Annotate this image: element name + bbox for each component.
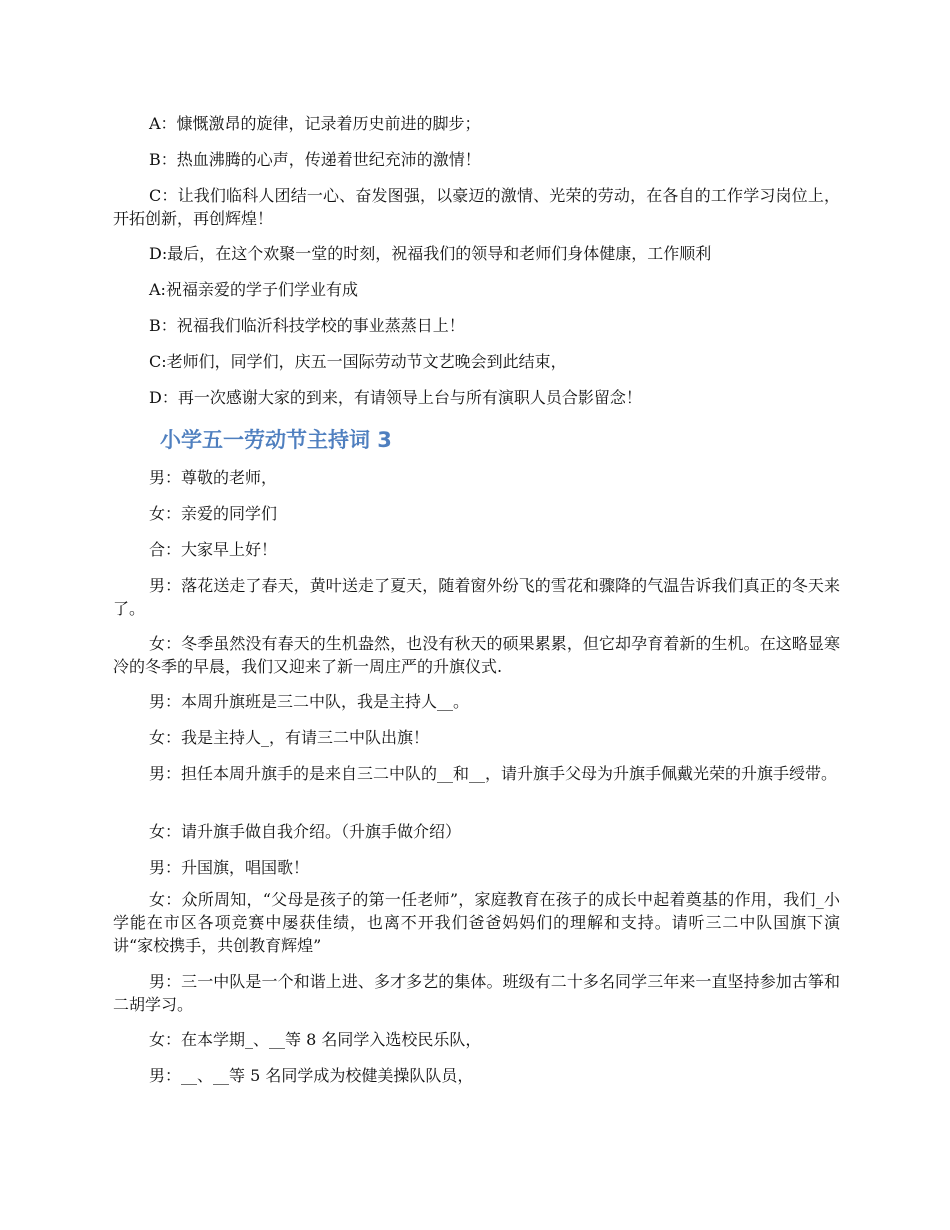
paragraph: 合：大家早上好！ bbox=[149, 540, 278, 559]
paragraph: 女：冬季虽然没有春天的生机盎然，也没有秋天的硕果累累，但它却孕育着新的生机。在这略显寒冷的冬季的早晨，我们又迎来了新一周庄严的升旗仪式. bbox=[113, 634, 840, 676]
paragraph: D：再一次感谢大家的到来，有请领导上台与所有演职人员合影留念！ bbox=[149, 388, 642, 407]
paragraph: 男：尊敬的老师， bbox=[149, 468, 278, 487]
paragraph: A:祝福亲爱的学子们学业有成 bbox=[149, 280, 358, 299]
paragraph: 男：__、__等 5 名同学成为校健美操队队员， bbox=[149, 1066, 474, 1085]
paragraph: 男：三一中队是一个和谐上进、多才多艺的集体。班级有二十多名同学三年来一直坚持参加古筝和二胡学习。 bbox=[113, 972, 840, 1014]
paragraph: 女：众所周知，“父母是孩子的第一任老师”，家庭教育在孩子的成长中起着奠基的作用，我们_小学能在市区各项竞赛中屡获佳绩，也离不开我们爸爸妈妈们的理解和支持。请听三二中队国旗下演讲“家校携手，共创教育辉煌” bbox=[113, 890, 840, 955]
paragraph: 女：我是主持人_，有请三二中队出旗！ bbox=[149, 728, 430, 747]
paragraph: 男：升国旗，唱国歌！ bbox=[149, 858, 310, 877]
paragraph: C：让我们临科人团结一心、奋发图强，以豪迈的激情、光荣的劳动，在各自的工作学习岗位上，开拓创新，再创辉煌！ bbox=[113, 186, 840, 228]
paragraph: B：热血沸腾的心声，传递着世纪充沛的激情！ bbox=[149, 150, 481, 169]
paragraph: B：祝福我们临沂科技学校的事业蒸蒸日上！ bbox=[149, 316, 465, 335]
paragraph: 女：亲爱的同学们 bbox=[149, 504, 278, 523]
section-heading: 小学五一劳动节主持词 3 bbox=[160, 428, 392, 452]
paragraph: 女：在本学期_、__等 8 名同学入选校民乐队， bbox=[149, 1030, 482, 1049]
paragraph: 男：落花送走了春天，黄叶送走了夏天，随着窗外纷飞的雪花和骤降的气温告诉我们真正的冬天来了。 bbox=[113, 576, 840, 618]
paragraph: 男：担任本周升旗手的是来自三二中队的__和__，请升旗手父母为升旗手佩戴光荣的升旗手绶带。 bbox=[149, 764, 838, 783]
paragraph: A：慷慨激昂的旋律，记录着历史前进的脚步； bbox=[149, 114, 481, 133]
paragraph: D:最后，在这个欢聚一堂的时刻，祝福我们的领导和老师们身体健康，工作顺利 bbox=[149, 244, 712, 263]
paragraph: 男：本周升旗班是三二中队，我是主持人__。 bbox=[149, 692, 470, 711]
paragraph: 女：请升旗手做自我介绍。（升旗手做介绍） bbox=[149, 822, 462, 841]
paragraph: C:老师们，同学们，庆五一国际劳动节文艺晚会到此结束， bbox=[149, 352, 567, 371]
